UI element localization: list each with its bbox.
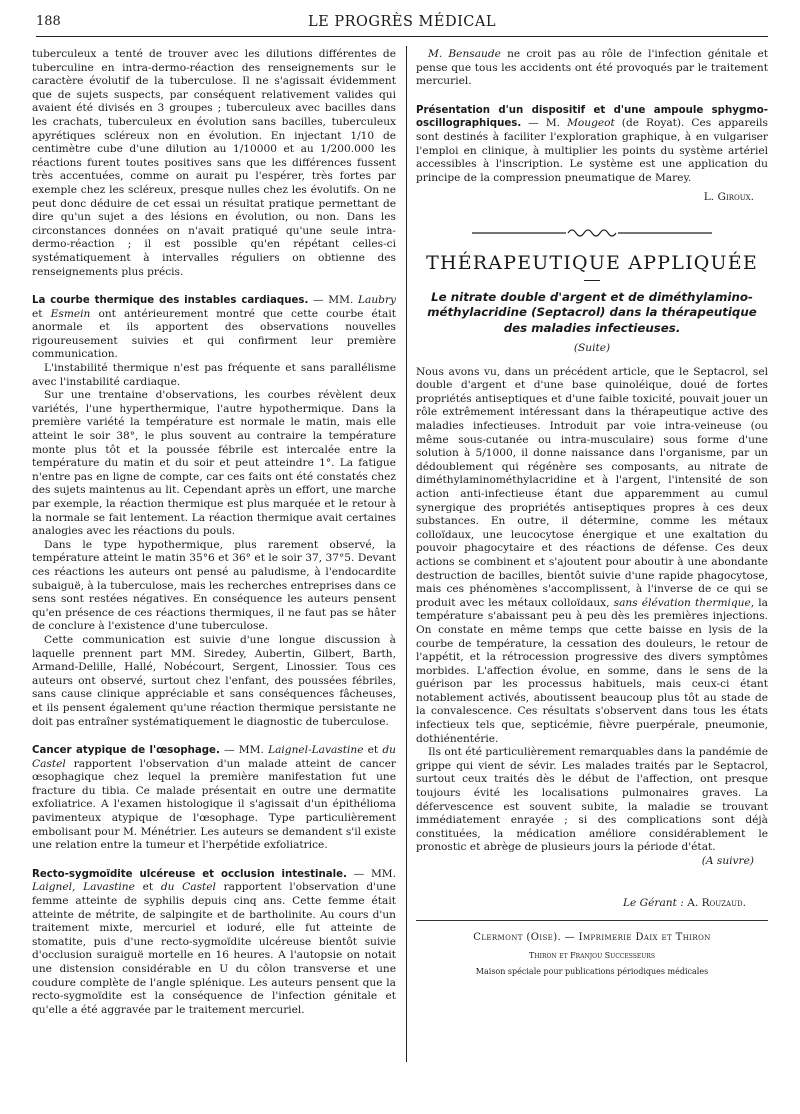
column-divider (406, 46, 407, 1062)
section-recto-sygmoiditis: Recto-sygmoïdite ulcéreuse et occlusion intestinale. — MM. Laignel, Lavastine et du Castel rapportent l'observation d'une femme atteinte de syphilis depuis cinq ans. Cette femme était atteinte de métrite, de salpingite et de bartholinite. Au cours d'un traitement mixte, mercuriel et ioduré, elle fut atteinte de stomatite, puis d'une recto-sygmoïdite ulcéreuse bientôt suivie d'occlusion suraiguë mortelle en 16 heures. A l'autopsie on notait une distension considérable en U du côlon transverse et une coudure complète de l'angle splénique. Les auteurs pensent que la recto-sygmoïdite est la conséquence de l'infection génitale et qu'elle a été aggravée par le traitement mercuriel. (32, 867, 396, 1016)
section-oesophagus-cancer: Cancer atypique de l'œsophage. — MM. Laignel-Lavastine et du Castel rapportent l'observation d'un malade atteint de cancer œsophagique chez lequel la première manifestation fut une fracture du tibia. Ce malade présentait en outre une dermatite exfoliatrice. A l'examen histologique il s'agissait d'un épithélioma pavimenteux atypique de l'œsophage. Type particulièrement embolisant pour M. Ménétrier. Les auteurs se demandent s'il existe une relation entre la tumeur et l'herpétide exfoliatrice. (32, 744, 396, 852)
section-heading: La courbe thermique des instables cardiaques. (32, 295, 309, 307)
author-name: Esmein (50, 307, 91, 320)
author-name: du Castel (160, 881, 216, 894)
page-number: 188 (36, 14, 61, 29)
paragraph: Cette communication est suivie d'une longue discussion à laquelle prennent part MM. Siredey, Aubertin, Gilbert, Barth, Armand-Delille, Hallé, Nobécourt, Sergent, Linossier. Tous ces auteurs ont observé, surtout chez l'enfant, des poussées fébriles, sans cause clinique appréciable et sans conséquences fâcheuses, et ils pensent également qu'une réaction thermique persistante ne doit pas entraîner systématiquement le diagnostic de tuberculose. (32, 633, 396, 728)
title-dash (584, 280, 600, 281)
right-column: M. Bensaude ne croit pas au rôle de l'infection génitale et pense que tous les accidents ont été provoqués par le traitement mercuriel. Présentation d'un dispositif et d'une ampoule sphygmo-oscillographiques. — M. Mougeot (de Royat). Ces appareils sont destinés à faciliter l'exploration graphique, à en vulgariser l'emploi en clinique, à multiplier les points du système artériel accessibles à l'inscription. Le système est une application du principe de la compression pneumatique de Marey. L. Giroux. THÉRAPEUTIQUE APPLIQUÉE Le nitrate double d'argent et de diméthylamino-méthylacridine (Septacrol) dans la thérapeutique des maladies infectieuses. (Suite) Nous avons vu, dans un précédent article, que le Septacrol, sel double d'argent et d'une base quinoléique, doué de fortes propriétés antiseptiques et d'une faible toxicité, pouvait jouer un rôle extrêmement intéressant dans la thérapeutique active des maladies infectieuses. Introduit par voie intra-veineuse (ou même sous-cutanée ou intra-musculaire) sous forme d'une solution à 5/1000, il donne naissance dans l'organisme, par un dédoublement qui régénère ses composants, au nitrate de diméthylaminométhylacridine et à l'argent, l'intensité de son action anti-infectieuse étant due apparemment au cumul synergique des propriétés antiseptiques propres à ces deux substances. En outre, il détermine, comme les métaux colloïdaux, une leucocytose énergique et une exaltation du pouvoir phagocytaire et des réactions de défense. Ces deux actions se combinent et s'ajoutent pour aboutir à une abondante destruction de bacilles, bientôt suivie d'une rapide phagocytose, mais ces phénomènes s'accomplissent, à l'inverse de ce qui se produit avec les métaux colloïdaux, sans élévation thermique, la température s'abaissant peu à peu dès les premières injections. On constate en même temps que cette baisse en lysis de la courbe de température, la cessation des douleurs, le retour de l'appétit, et la rétrocession progressive des divers symptômes morbides. L'affection évolue, en somme, dans le sens de la guérison par les processus habituels, mais ceux-ci étant notablement activés, aboutissent beaucoup plus tôt au stade de la convalescence. Ces résultats s'observent dans tous les états infectieux tels que, septicémie, fièvre puerpérale, pneumonie, dothiénentérie. Ils ont été particulièrement remarquables dans la pandémie de grippe qui vient de sévir. Les malades traités par le Septacrol, surtout ceux traités dès le début de l'affection, ont presque toujours évité les localisations pulmonaires graves. La défervescence est souvent subite, la maladie se trouvant immédiatement enrayée ; si des complications sont déjà constituées, la médication améliore considérablement le pronostic et abrège de plusieurs jours la période d'état. (A suivre) Le Gérant : A. Rouzaud. Clermont (Oise). — Imprimerie Daix et Thiron Thiron et Franjou Successeurs Maison spéciale pour publications périodiques médicales (416, 48, 768, 1088)
paragraph: Sur une trentaine d'observations, les courbes révèlent deux variétés, l'une hyperthermique, l'autre hypothermique. Dans la première variété la température est normale le matin, mais elle atteint le soir 38°, le plus souvent au contraire la température monte plus tôt et la poussée fébrile est intercalée entre la température du matin et du soir et peut atteindre 1°. La fatigue n'entre pas en ligne de compte, car ces faits ont été constatés chez des sujets maintenus au lit. Cependant après un effort, une marche par exemple, la réaction thermique est plus marquée et le retour à la normale se fait lentement. La réaction thermique avait certaines analogies avec les réactions du pouls. (32, 389, 396, 538)
paragraph: L'instabilité thermique n'est pas fréquente et sans parallélisme avec l'instabilité cardiaque. (32, 362, 396, 388)
manager-line: Le Gérant : A. Rouzaud. (623, 896, 746, 909)
section-title: THÉRAPEUTIQUE APPLIQUÉE (426, 251, 758, 274)
author-name: Mougeot (567, 117, 615, 130)
section-cardiac-curve: La courbe thermique des instables cardiaques. — MM. Laubry et Esmein ont antérieurement montré que cette courbe était anormale et ils apportent des observations nouvelles rigoureusement suivies et qui confirment leur première communication. (32, 294, 396, 361)
author-name: Laignel-Lavastine (268, 744, 364, 757)
emphasis: sans élévation thermique (613, 596, 751, 609)
running-title: LE PROGRÈS MÉDICAL (308, 14, 496, 30)
to-be-continued: (A suivre) (701, 855, 754, 867)
section-heading: Recto-sygmoïdite ulcéreuse et occlusion intestinale. (32, 868, 347, 880)
author-name: Laignel, Lavastine (32, 881, 135, 894)
section-heading: Présentation d'un dispositif et d'une ampoule sphygmo-oscillographiques. (416, 104, 768, 130)
paragraph: Nous avons vu, dans un précédent article, que le Septacrol, sel double d'argent et d'une base quinoléique, doué de fortes propriétés antiseptiques et d'une faible toxicité, pouvait jouer un rôle extrêmement intéressant dans la thérapeutique active des maladies infectieuses. Introduit par voie intra-veineuse (ou même sous-cutanée ou intra-musculaire) sous forme d'une solution à 5/1000, il donne naissance dans l'organisme, par un dédoublement qui régénère ses composants, au nitrate de diméthylaminométhylacridine et à l'argent, l'intensité de son action anti-infectieuse étant due apparemment au cumul synergique des propriétés antiseptiques propres à ces deux substances. En outre, il détermine, comme les métaux colloïdaux, une leucocytose énergique et une exaltation du pouvoir phagocytaire et des réactions de défense. Ces deux actions se combinent et s'ajoutent pour aboutir à une abondante destruction de bacilles, bientôt suivie d'une rapide phagocytose, mais ces phénomènes s'accomplissent, à l'inverse de ce qui se produit avec les métaux colloïdaux, (416, 365, 768, 609)
continued-note: (Suite) (573, 342, 611, 355)
printer-specialty: Maison spéciale pour publications périodiques médicales (475, 967, 709, 977)
paragraph: Dans le type hypothermique, plus rarement observé, la température atteint le matin 35°6 et 36° et le soir 37, 37°5. Devant ces réactions les auteurs ont pensé au paludisme, à l'endocardite subaiguë, à la tuberculose, mais les recherches entreprises dans ce sens sont restées négatives. En conséquence les auteurs pensent qu'en présence de ces réactions thermiques, il ne faut pas se hâter de conclure à l'existence d'une tuberculose. (32, 538, 396, 633)
author-name: Laubry (357, 294, 396, 307)
author-name: M. Bensaude (428, 48, 501, 60)
signature: L. Giroux. (703, 191, 754, 204)
paragraph: Ils ont été particulièrement remarquables dans la pandémie de grippe qui vient de sévir. Les malades traités par le Septacrol, surtout ceux traités dès le début de l'affection, ont presque toujours évité les localisations pulmonaires graves. La défervescence est souvent subite, la maladie se trouvant immédiatement enrayée ; si des complications sont déjà constituées, la médication améliore considérablement le pronostic et abrège de plusieurs jours la période d'état. (416, 746, 768, 854)
section-heading: Cancer atypique de l'œsophage. (32, 745, 220, 757)
printer-line: Clermont (Oise). — Imprimerie Daix et Thiron (473, 932, 711, 944)
author-name: du Castel (32, 744, 396, 770)
paragraph: M. Bensaude ne croit pas au rôle de l'infection génitale et pense que tous les accidents ont été provoqués par le traitement mercuriel. (416, 48, 768, 88)
section-sphygmo-device: Présentation d'un dispositif et d'une ampoule sphygmo-oscillographiques. — M. Mougeot (de Royat). Ces appareils sont destinés à faciliter l'exploration graphique, à en vulgariser l'emploi en clinique, à multiplier les points du système artériel accessibles à l'inscription. Le système est une application du principe de la compression pneumatique de Marey. (416, 104, 768, 184)
ornamental-rule (472, 223, 712, 243)
paragraph: tuberculeux a tenté de trouver avec les dilutions différentes de tuberculine en intra-dermo-réaction des renseignements sur le caractère évolutif de la tuberculose. Il ne s'agissait évidemment que de sujets suspects, par conséquent relativement valides qui avaient été divisés en 3 groupes ; tuberculeux avec bacilles dans les crachats, tuberculeux en évolution sans bacilles, tuberculeux apyrétiques scléreux non en évolution. En injectant 1/10 de centimètre cube d'une dilution au 1/10000 et au 1/200.000 les réactions furent toutes positives sans que les différences fussent très accentuées, comme on aurait pu l'espérer, très fortes par exemple chez les scléreux, presque nulles chez les évolutifs. On ne peut donc déduire de cet essai un résultat pratique permettant de dire qu'un sujet a des lésions en évolution, ou non. Dans les circonstances données on n'avait pratiqué qu'une seule intra-dermo-réaction ; il est possible qu'en répétant celles-ci systématiquement à intervalles réguliers on obtienne des renseignements plus précis. (32, 48, 396, 278)
header-rule (36, 36, 768, 37)
page-header (36, 14, 768, 36)
article-title: Le nitrate double d'argent et de diméthylamino-méthylacridine (Septacrol) dans la thérapeutique des maladies infectieuses. (427, 289, 757, 335)
printer-successors: Thiron et Franjou Successeurs (529, 950, 655, 960)
left-column (32, 48, 396, 1078)
